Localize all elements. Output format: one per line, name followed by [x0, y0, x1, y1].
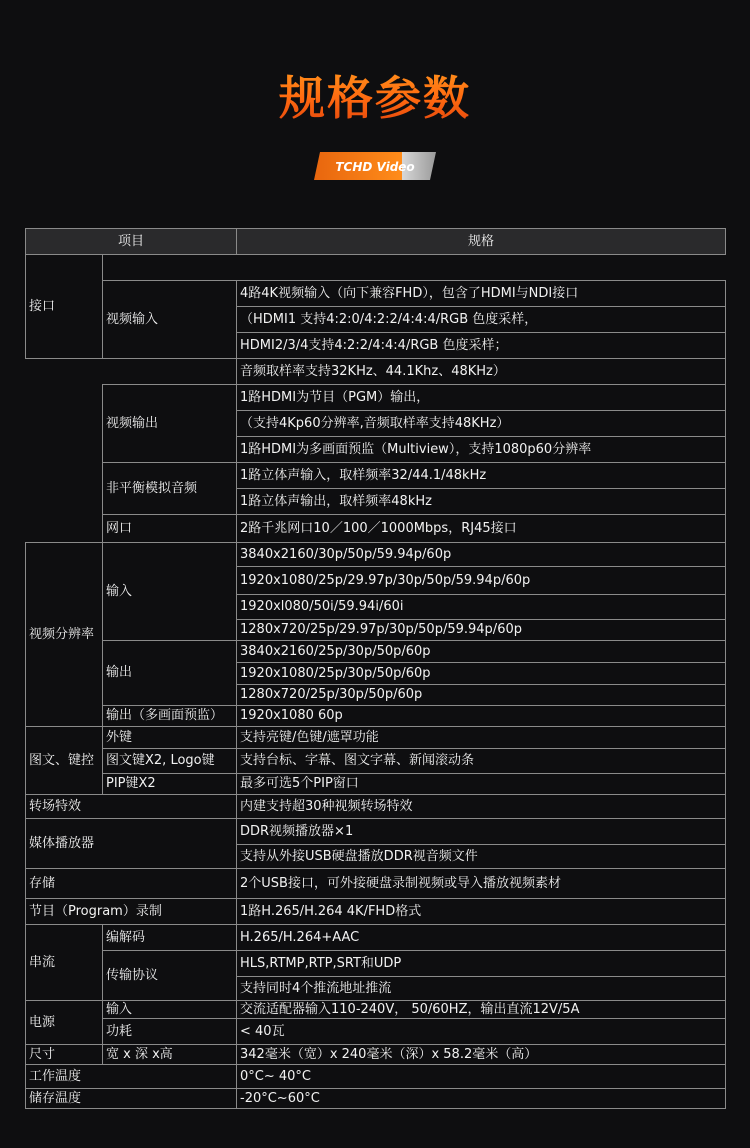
table-cell-label: 转场特效	[25, 794, 237, 819]
spec-table	[25, 228, 725, 1108]
table-cell-label: 输入	[102, 1000, 237, 1019]
table-cell-label: 输入	[102, 542, 237, 641]
brand-logo	[312, 151, 438, 181]
table-cell-spec: 4路4K视频输入（向下兼容FHD），包含了HDMI与NDI接口	[236, 280, 726, 307]
table-cell-spec: 1280x720/25p/29.97p/30p/50p/59.94p/60p	[236, 619, 726, 641]
table-header-item: 项目	[25, 228, 237, 255]
table-cell-label: 宽 x 深 x高	[102, 1044, 237, 1065]
table-cell-spec: < 40瓦	[236, 1018, 726, 1045]
table-cell-label: 媒体播放器	[25, 818, 237, 869]
table-cell-spec: 1920x1080/25p/30p/50p/60p	[236, 662, 726, 685]
table-cell-label: 视频输出	[102, 384, 237, 463]
table-cell-label: 非平衡模拟音频	[102, 462, 237, 515]
table-cell-label: 图文、键控	[25, 726, 103, 795]
table-cell-spec: 音频取样率支持32KHz、44.1Khz、48KHz）	[236, 358, 726, 385]
table-cell-spec: 1路H.265/H.264 4K/FHD格式	[236, 898, 726, 925]
table-cell-spec: （支持4Kp60分辨率,音频取样率支持48KHz）	[236, 410, 726, 437]
table-cell-label: 传输协议	[102, 950, 237, 1001]
table-cell-label: 编解码	[102, 924, 237, 951]
table-cell-label: 工作温度	[25, 1064, 237, 1089]
table-cell-label: 网口	[102, 514, 237, 543]
table-cell-label: 视频输入	[102, 280, 237, 359]
table-cell-label: 存储	[25, 868, 237, 899]
table-header-spec: 规格	[236, 228, 726, 255]
page-title: 规格参数	[0, 62, 750, 128]
table-cell-label: 电源	[25, 1000, 103, 1045]
table-cell-spec: 内建支持超30种视频转场特效	[236, 794, 726, 819]
table-cell-spec: 支持同时4个推流地址推流	[236, 976, 726, 1001]
table-cell-spec: 1路HDMI为多画面预监（Multiview），支持1080p60分辨率	[236, 436, 726, 463]
table-cell-label: 输出	[102, 640, 237, 706]
table-cell-spec: 1920x1080 60p	[236, 705, 726, 727]
table-cell-label: 外键	[102, 726, 237, 749]
table-cell-label: 功耗	[102, 1018, 237, 1045]
table-cell-spec: 1路立体声输入，取样频率32/44.1/48kHz	[236, 462, 726, 489]
table-cell-spec: （HDMI1 支持4:2:0/4:2:2/4:4:4/RGB 色度采样，	[236, 306, 726, 333]
table-cell-spec: HDMI2/3/4支持4:2:2/4:4:4/RGB 色度采样；	[236, 332, 726, 359]
table-cell-label: 接口	[25, 254, 103, 359]
table-cell-label: 节目（Program）录制	[25, 898, 237, 925]
logo-text: TCHD Video	[335, 160, 415, 174]
table-cell-spec: 3840x2160/30p/50p/59.94p/60p	[236, 542, 726, 567]
table-cell-spec: 支持亮键/色键/遮罩功能	[236, 726, 726, 749]
table-cell-label: 图文键X2, Logo键	[102, 748, 237, 774]
table-cell-label: PIP键X2	[102, 773, 237, 795]
table-cell-spec: 0°C~ 40°C	[236, 1064, 726, 1089]
table-cell-spec: 1路HDMI为节目（PGM）输出，	[236, 384, 726, 411]
table-cell-label: 输出（多画面预监）	[102, 705, 237, 727]
table-cell-label: 储存温度	[25, 1088, 237, 1109]
table-cell-spec: 342毫米（宽）x 240毫米（深）x 58.2毫米（高）	[236, 1044, 726, 1065]
table-cell-spec: 1路立体声输出，取样频率48kHz	[236, 488, 726, 515]
table-cell-spec: 1280x720/25p/30p/50p/60p	[236, 684, 726, 706]
table-cell-spec: 最多可选5个PIP窗口	[236, 773, 726, 795]
table-cell-spec: 支持从外接USB硬盘播放DDR视音频文件	[236, 844, 726, 869]
table-cell-spec: DDR视频播放器×1	[236, 818, 726, 845]
table-cell-spec: 1920x1080/25p/29.97p/30p/50p/59.94p/60p	[236, 566, 726, 595]
table-cell-spec: 支持台标、字幕、图文字幕、新闻滚动条	[236, 748, 726, 774]
table-cell-spec: -20°C~60°C	[236, 1088, 726, 1109]
table-cell-spec: H.265/H.264+AAC	[236, 924, 726, 951]
table-cell-spec: 2个USB接口，可外接硬盘录制视频或导入播放视频素材	[236, 868, 726, 899]
table-cell-spec: 交流适配器输入110-240V， 50/60HZ，输出直流12V/5A	[236, 1000, 726, 1019]
table-cell-spec: 1920xl080/50i/59.94i/60i	[236, 594, 726, 620]
table-cell-label: 串流	[25, 924, 103, 1001]
table-cell-spec: 2路千兆网口10／100／1000Mbps，RJ45接口	[236, 514, 726, 543]
table-cell-spec: HLS,RTMP,RTP,SRT和UDP	[236, 950, 726, 977]
table-cell-label: 尺寸	[25, 1044, 103, 1065]
table-cell-spec: 3840x2160/25p/30p/50p/60p	[236, 640, 726, 663]
table-cell-label: 视频分辨率	[25, 542, 103, 727]
